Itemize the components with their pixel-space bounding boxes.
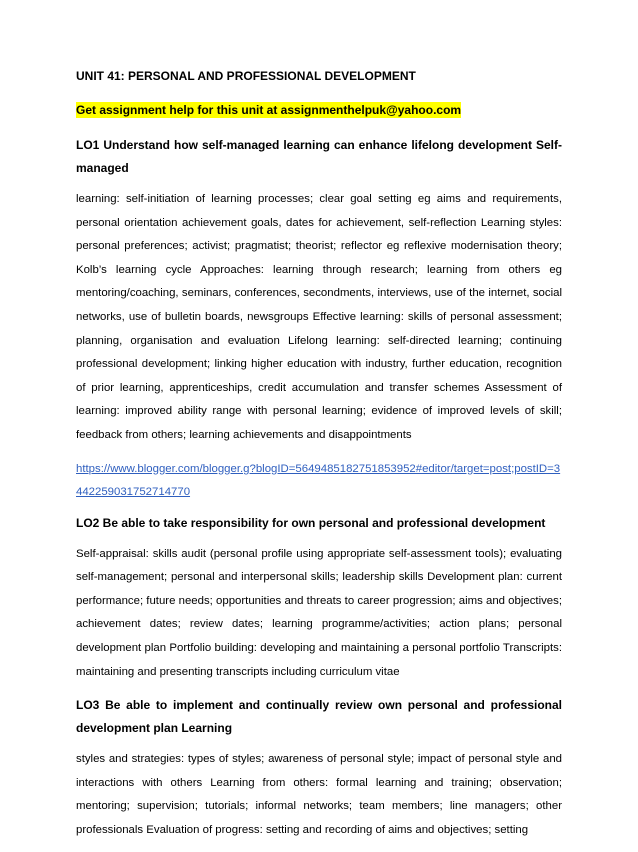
help-line [76,101,562,119]
lo3-body: styles and strategies: types of styles; awareness of personal style; impact of personal style and interactions with others Learning from others: formal learning and training; observation; mentoring; supervision; tutorials; informal networks; team members; line managers; other professionals Evaluation of progress: setting and recording of aims and objectives; setting [76,753,562,836]
document-content [76,68,562,852]
unit-title: UNIT 41: PERSONAL AND PROFESSIONAL DEVELOPMENT [76,69,416,83]
lo1-heading: LO1 Understand how self-managed learning can enhance lifelong development Self-managed [76,138,562,175]
lo3-heading: LO3 Be able to implement and continually review own personal and professional development plan Learning [76,698,562,736]
lo1-body: learning: self-initiation of learning processes; clear goal setting eg aims and requirements, personal orientation achievement goals, dates for achievement, self-reflection Learning styles: personal preferences; activist; pragmatist; theorist; reflector eg reflexive modernisation theory; Kolb’s learning cycle Approaches: learning through research; learning from others eg mentoring/coaching, seminars, conferences, secondments, interviews, use of the internet, social networks, use of bulletin boards, newsgroups Effective learning: skills of personal assessment; planning, organisation and evaluation Lifelong learning: self-directed learning; continuing professional development; linking higher education with industry, further education, recognition of prior learning, apprenticeships, credit accumulation and transfer schemes Assessment of learning: improved ability range with personal learning; evidence of improved levels of skill; feedback from others; learning achievements and disappointments [76,193,562,441]
lo2-body: Self-appraisal: skills audit (personal profile using appropriate self-assessment tools); evaluating self-management; personal and interpersonal skills; leadership skills Development plan: current performance; future needs; opportunities and threats to career progression; aims and objectives; achievement dates; review dates; learning programme/activities; action plans; personal development plan Portfolio building: developing and maintaining a personal portfolio Transcripts: maintaining and presenting transcripts including curriculum vitae [76,547,562,678]
lo2-heading: LO2 Be able to take responsibility for own personal and professional development [76,515,546,530]
blogger-link[interactable]: https://www.blogger.com/blogger.g?blogID=5649485182751853952#editor/target=post;postID=3442259031752714770 [76,462,561,498]
highlighted-help-text: Get assignment help for this unit at assignmenthelpuk@yahoo.com [76,103,462,117]
